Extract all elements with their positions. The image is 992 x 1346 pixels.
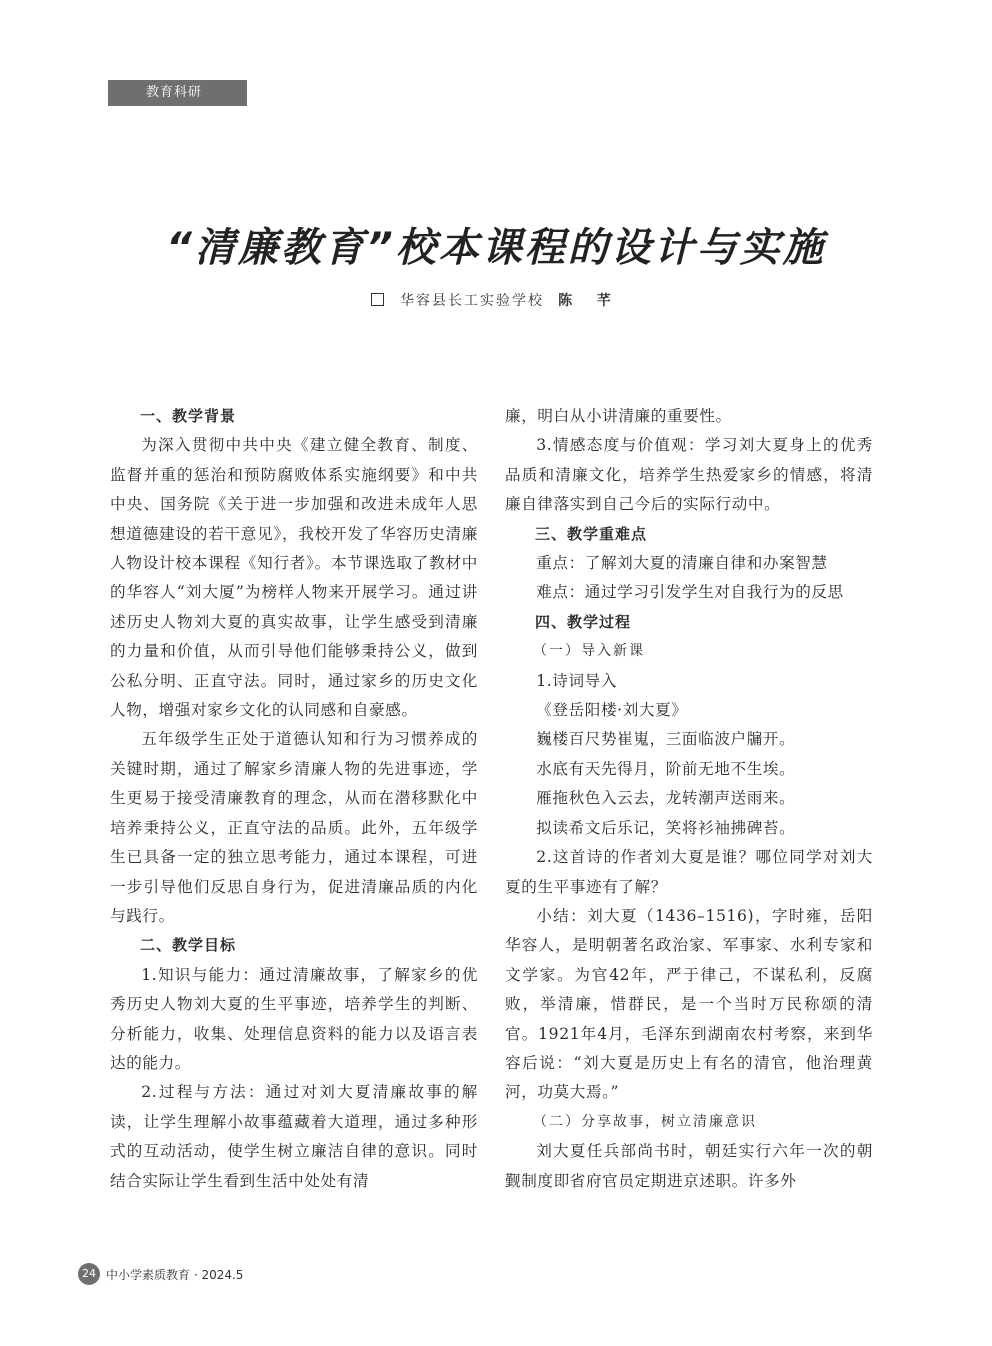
paragraph: 《登岳阳楼·刘大夏》 <box>536 701 688 720</box>
paragraph: 小结：刘大夏（1436–1516)，字时雍，岳阳华容人，是明朝著名政治家、军事家、水利专家和文学家。为官42年，严于律己，不谋私利，反腐败，举清廉，惜群民，是一个当时万民称颂的清官。1921年4月，毛泽东到湖南农村考察，来到华容后说：“刘大夏是历史上有名的清官，他治理黄河，功莫大焉。” <box>505 906 873 1102</box>
square-icon <box>371 293 384 306</box>
paragraph: 3.情感态度与价值观：学习刘大夏身上的优秀品质和清廉文化，培养学生热爱家乡的情感，将清廉自律落实到自己今后的实际行动中。 <box>505 436 873 514</box>
paragraph: 重点：了解刘大夏的清廉自律和办案智慧 <box>536 554 828 573</box>
paragraph: 刘大夏任兵部尚书时，朝廷实行六年一次的朝觐制度即省府官员定期进京述职。许多外 <box>505 1142 873 1190</box>
section-tag: 教育科研 <box>108 80 247 106</box>
left-column <box>110 402 478 1196</box>
paragraph: 雁拖秋色入云去，龙转潮声送雨来。 <box>536 789 796 808</box>
article-title: “清廉教育”校本课程的设计与实施 <box>166 225 826 271</box>
paragraph: 1.诗词导入 <box>536 671 618 690</box>
subsection-heading: （二）分享故事，树立清廉意识 <box>533 1113 757 1130</box>
section-heading: 二、教学目标 <box>140 936 237 955</box>
paragraph: 水底有天先得月，阶前无地不生埃。 <box>536 759 796 778</box>
page-footer <box>78 1263 243 1285</box>
paragraph: 2.过程与方法：通过对刘大夏清廉故事的解读，让学生理解小故事蕴藏着大道理，通过多种形式的互动活动，使学生树立廉洁自律的意识。同时结合实际让学生看到生活中处处有清 <box>110 1083 478 1190</box>
school-name: 华容县长工实验学校 <box>400 293 545 309</box>
subsection-heading: （一）导入新课 <box>533 643 645 660</box>
journal-info: 中小学素质教育 · 2024.5 <box>106 1267 244 1282</box>
paragraph: 廉，明白从小讲清廉的重要性。 <box>505 407 732 425</box>
section-heading: 四、教学过程 <box>535 612 632 631</box>
paragraph: 2.这首诗的作者刘大夏是谁？哪位同学对刘大夏的生平事迹有了解？ <box>505 848 873 896</box>
section-heading: 三、教学重难点 <box>535 524 648 543</box>
paragraph: 五年级学生正处于道德认知和行为习惯养成的关键时期，通过了解家乡清廉人物的先进事迹，学生更易于接受清廉教育的理念，从而在潜移默化中培养秉持公义，正直守法的品质。此外，五年级学生已具备一定的独立思考能力，通过本课程，可进一步引导他们反思自身行为，促进清廉品质的内化与践行。 <box>110 730 478 925</box>
page-number: 24 <box>78 1263 100 1285</box>
right-column <box>505 402 873 1196</box>
paragraph: 拟读希文后乐记，笑将衫袖拂碑苔。 <box>536 818 796 837</box>
section-heading: 一、教学背景 <box>140 407 237 425</box>
byline <box>0 290 992 310</box>
paragraph: 巍楼百尺势崔嵬，三面临波户牖开。 <box>536 730 796 749</box>
author-name: 陈 芊 <box>558 293 621 309</box>
paragraph: 为深入贯彻中共中央《建立健全教育、制度、监督并重的惩治和预防腐败体系实施纲要》和中共中央、国务院《关于进一步加强和改进未成年人思想道德建设的若干意见》，我校开发了华容历史清廉人物设计校本课程《知行者》。本节课选取了教材中的华容人“刘大厦”为榜样人物来开展学习。通过讲述历史人物刘大夏的真实故事，让学生感受到清廉的力量和价值，从而引导他们能够秉持公义，做到公私分明、正直守法。同时，通过家乡的历史文化人物，增强对家乡文化的认同感和自豪感。 <box>110 436 478 720</box>
paragraph: 1.知识与能力：通过清廉故事，了解家乡的优秀历史人物刘大夏的生平事迹，培养学生的判断、分析能力，收集、处理信息资料的能力以及语言表达的能力。 <box>110 965 478 1072</box>
paragraph: 难点：通过学习引发学生对自我行为的反思 <box>536 583 844 602</box>
